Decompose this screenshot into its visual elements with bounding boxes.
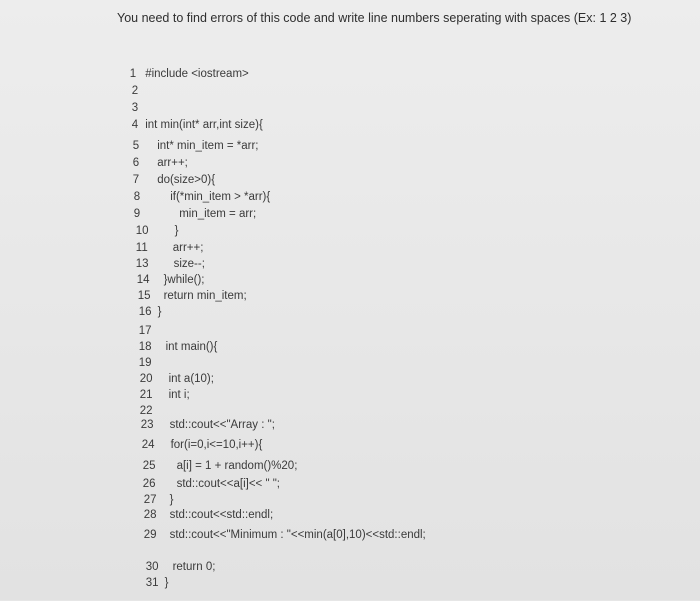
line-number: 2 [131, 85, 139, 97]
code-text: for(i=0,i<=10,i++){ [170, 439, 263, 451]
line-number: 28 [143, 509, 157, 521]
line-number: 31 [145, 577, 159, 589]
code-text: } [174, 225, 179, 237]
line-number: 21 [139, 389, 153, 401]
line-number: 16 [138, 306, 152, 318]
code-text: return 0; [172, 561, 216, 573]
code-text: int* min_item = *arr; [157, 140, 259, 152]
code-text: return min_item; [163, 290, 247, 302]
code-text: }while(); [163, 274, 205, 286]
line-number: 3 [131, 102, 139, 114]
code-text: int min(int* arr,int size){ [145, 119, 263, 131]
code-line [133, 565, 168, 601]
line-number: 20 [139, 373, 153, 385]
line-number: 23 [140, 419, 154, 431]
line-number: 17 [138, 325, 152, 337]
line-number: 18 [138, 341, 152, 353]
code-text: arr++; [172, 242, 204, 254]
code-text: std::cout<<"Array : "; [169, 419, 275, 431]
line-number: 22 [139, 405, 153, 417]
code-text: std::cout<<std::endl; [169, 509, 274, 521]
line-number: 11 [135, 242, 148, 254]
code-text: a[i] = 1 + random()%20; [176, 460, 298, 472]
code-text: arr++; [157, 157, 188, 169]
line-number: 5 [132, 140, 140, 152]
line-number: 25 [142, 460, 156, 472]
line-number: 14 [136, 274, 150, 286]
code-text: int a(10); [168, 373, 214, 385]
line-number: 1 [129, 68, 137, 80]
code-text: int i; [168, 389, 190, 401]
line-number: 10 [135, 225, 149, 237]
code-line [131, 517, 426, 553]
line-number: 7 [132, 174, 140, 186]
line-number: 24 [141, 439, 155, 451]
line-number: 6 [132, 157, 140, 169]
code-text: size--; [173, 258, 205, 270]
line-number: 13 [135, 258, 149, 270]
line-number: 30 [145, 561, 159, 573]
code-text: do(size>0){ [157, 174, 216, 186]
line-number: 26 [142, 478, 156, 490]
line-number: 15 [137, 290, 151, 302]
code-text: #include <iostream> [145, 68, 249, 80]
code-text: std::cout<<"Minimum : "<<min(a[0],10)<<std::endl; [169, 529, 426, 541]
line-number: 27 [143, 494, 157, 506]
line-number: 8 [133, 191, 141, 203]
line-number: 9 [133, 208, 141, 220]
question-instruction: You need to find errors of this code and write line numbers seperating with spaces (Ex: 1 2 3) [117, 11, 632, 25]
code-text: } [164, 577, 169, 589]
line-number: 19 [138, 357, 152, 369]
line-number: 29 [143, 529, 157, 541]
code-text: if(*min_item > *arr){ [170, 191, 271, 203]
line-number: 4 [131, 119, 139, 131]
code-text: } [169, 494, 174, 506]
code-text: } [157, 306, 162, 318]
code-text: min_item = arr; [179, 208, 257, 220]
code-text: int main(){ [165, 341, 218, 353]
code-text: std::cout<<a[i]<< " "; [176, 478, 280, 490]
